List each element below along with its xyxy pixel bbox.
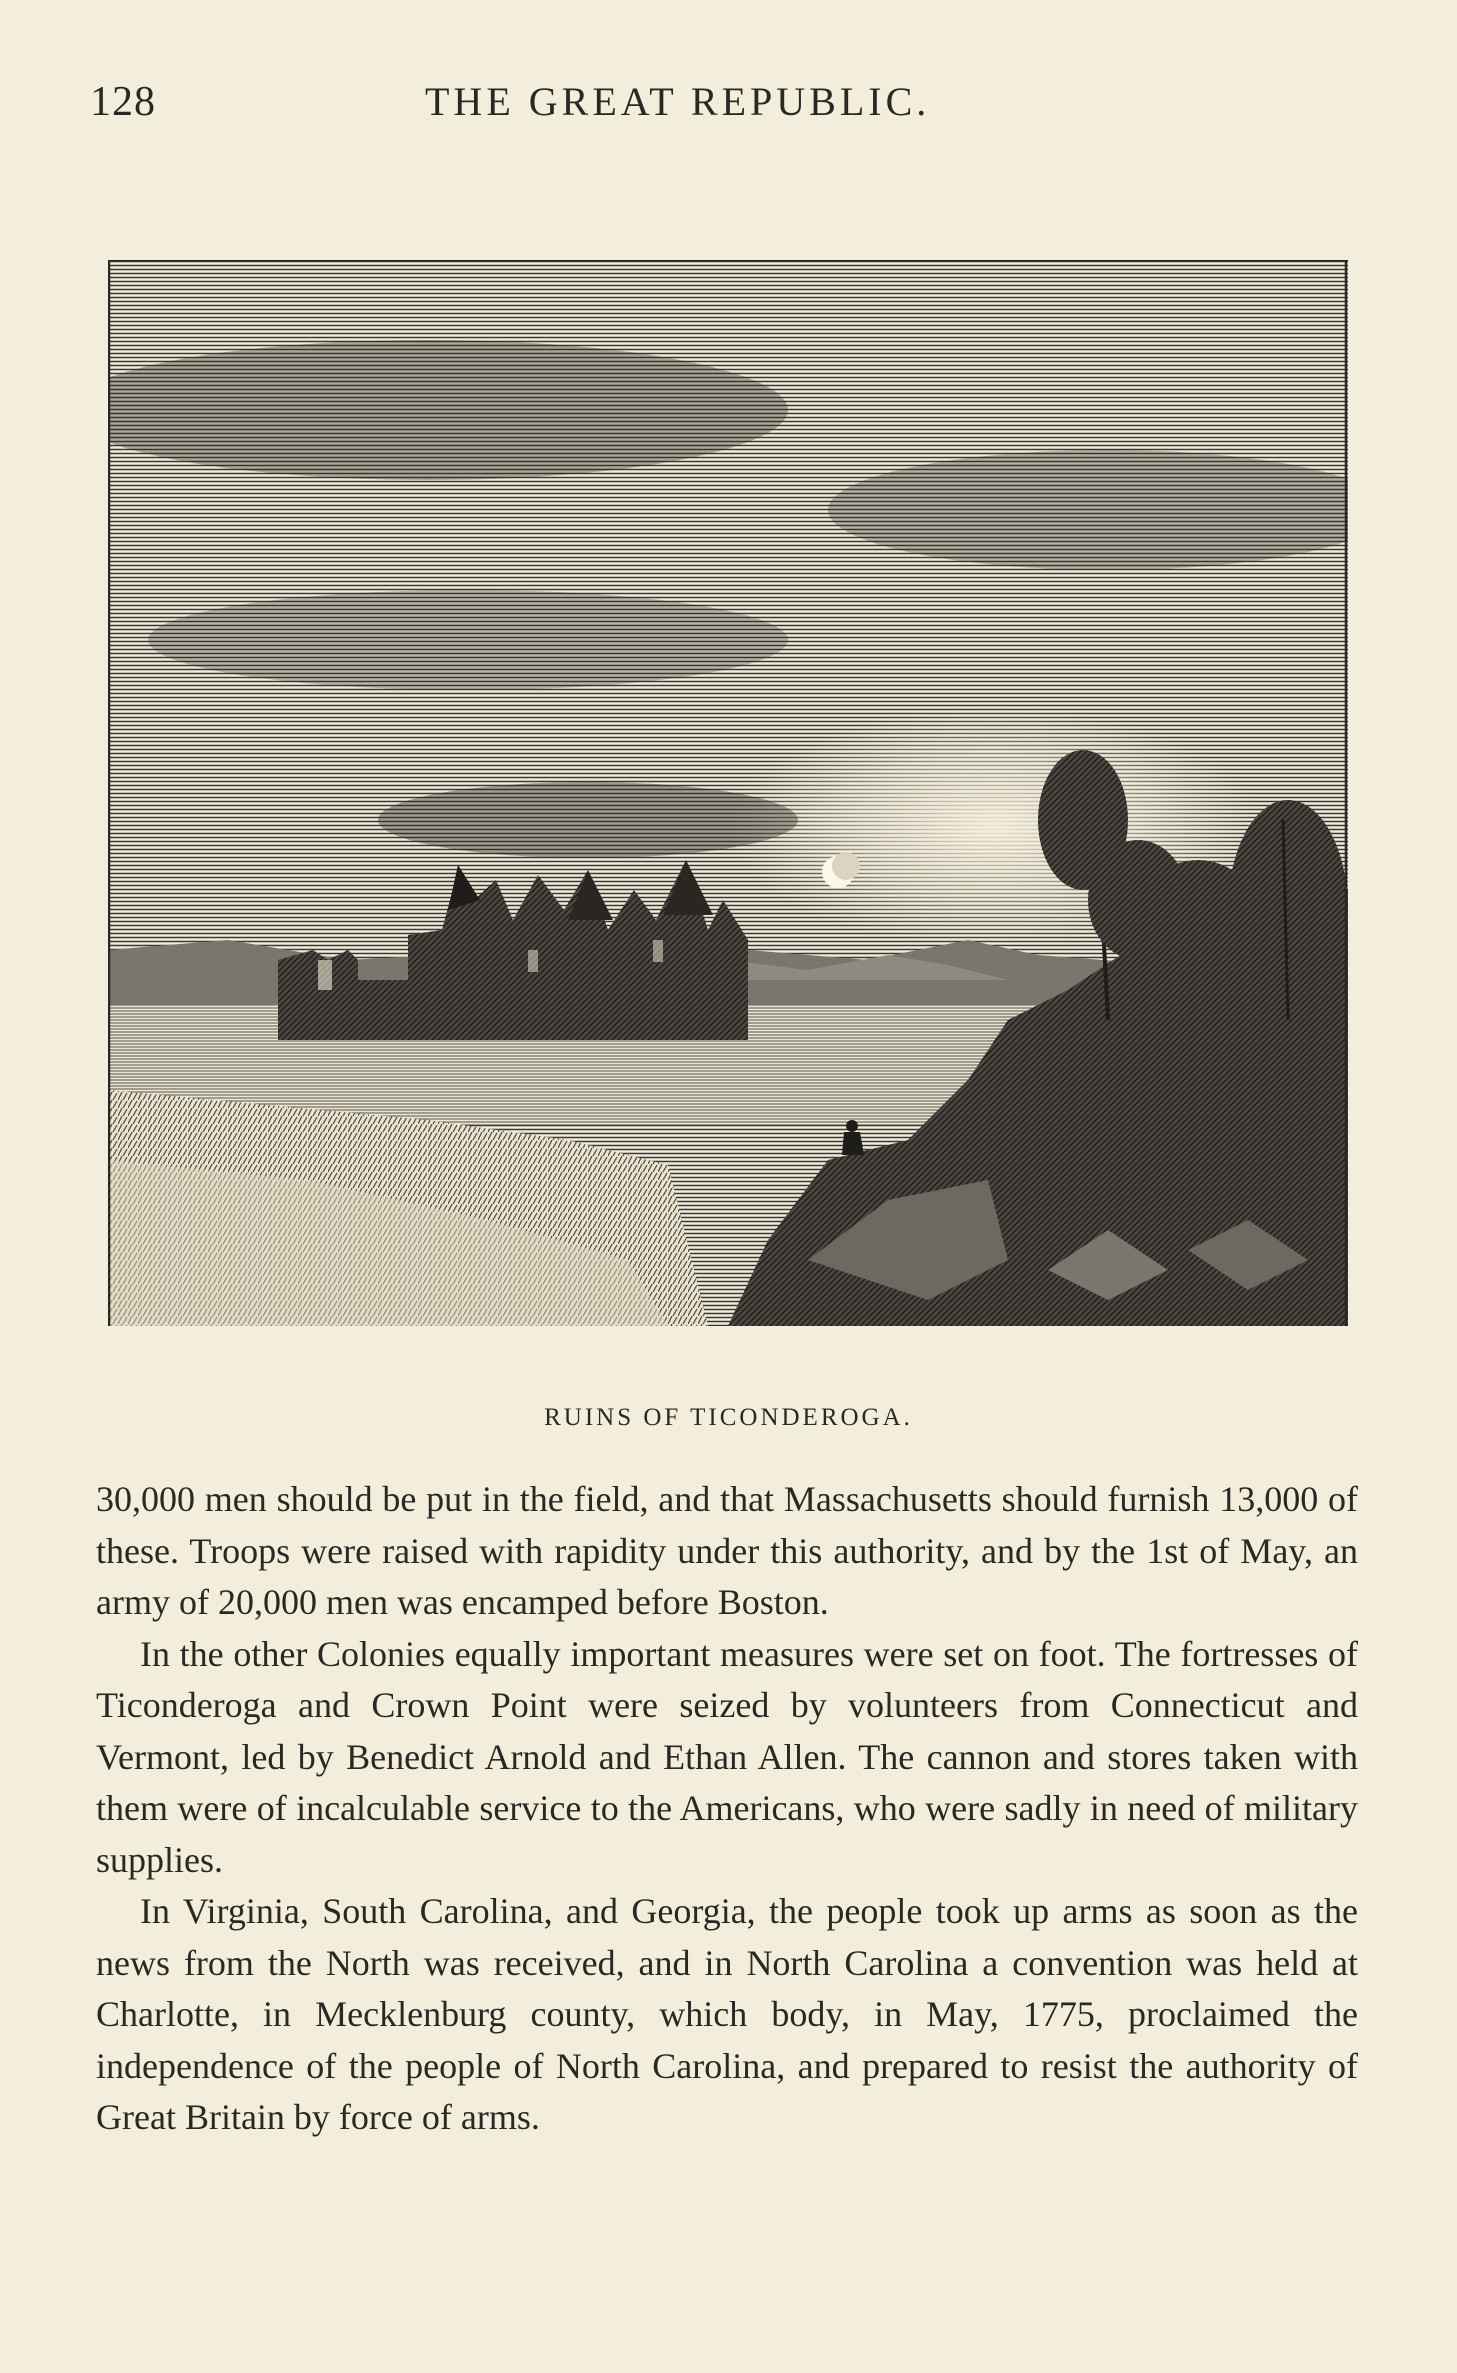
page-number: 128	[90, 79, 156, 125]
page-header	[90, 78, 1360, 138]
body-text	[96, 1474, 1358, 2144]
ruins-engraving	[108, 260, 1348, 1326]
paragraph: 30,000 men should be put in the field, and that Massachusetts should furnish 13,000 of these. Troops were raised with rapidity under this authority, and by the 1st of May, an army of 20,000 men was encamped before Boston.	[96, 1479, 1358, 1622]
paragraph: In the other Colonies equally important measures were set on foot. The fortresses of Ticonderoga and Crown Point were seized by volunteers from Connecticut and Vermont, led by Benedict Arnold and Ethan Allen. The cannon and stores taken with them were of incalculable service to the Americans, who were sadly in need of military supplies.	[96, 1633, 1358, 1880]
illustration-caption: RUINS OF TICONDEROGA.	[544, 1404, 913, 1431]
paragraph: In Virginia, South Carolina, and Georgia, the people took up arms as soon as the news from the North was received, and in North Carolina a convention was held at Charlotte, in Mecklenburg county, which body, in May, 1775, proclaimed the independence of the people of North Carolina, and prepared to resist the authority of Great Britain by force of arms.	[96, 1891, 1358, 2137]
running-head: THE GREAT REPUBLIC.	[425, 79, 931, 124]
